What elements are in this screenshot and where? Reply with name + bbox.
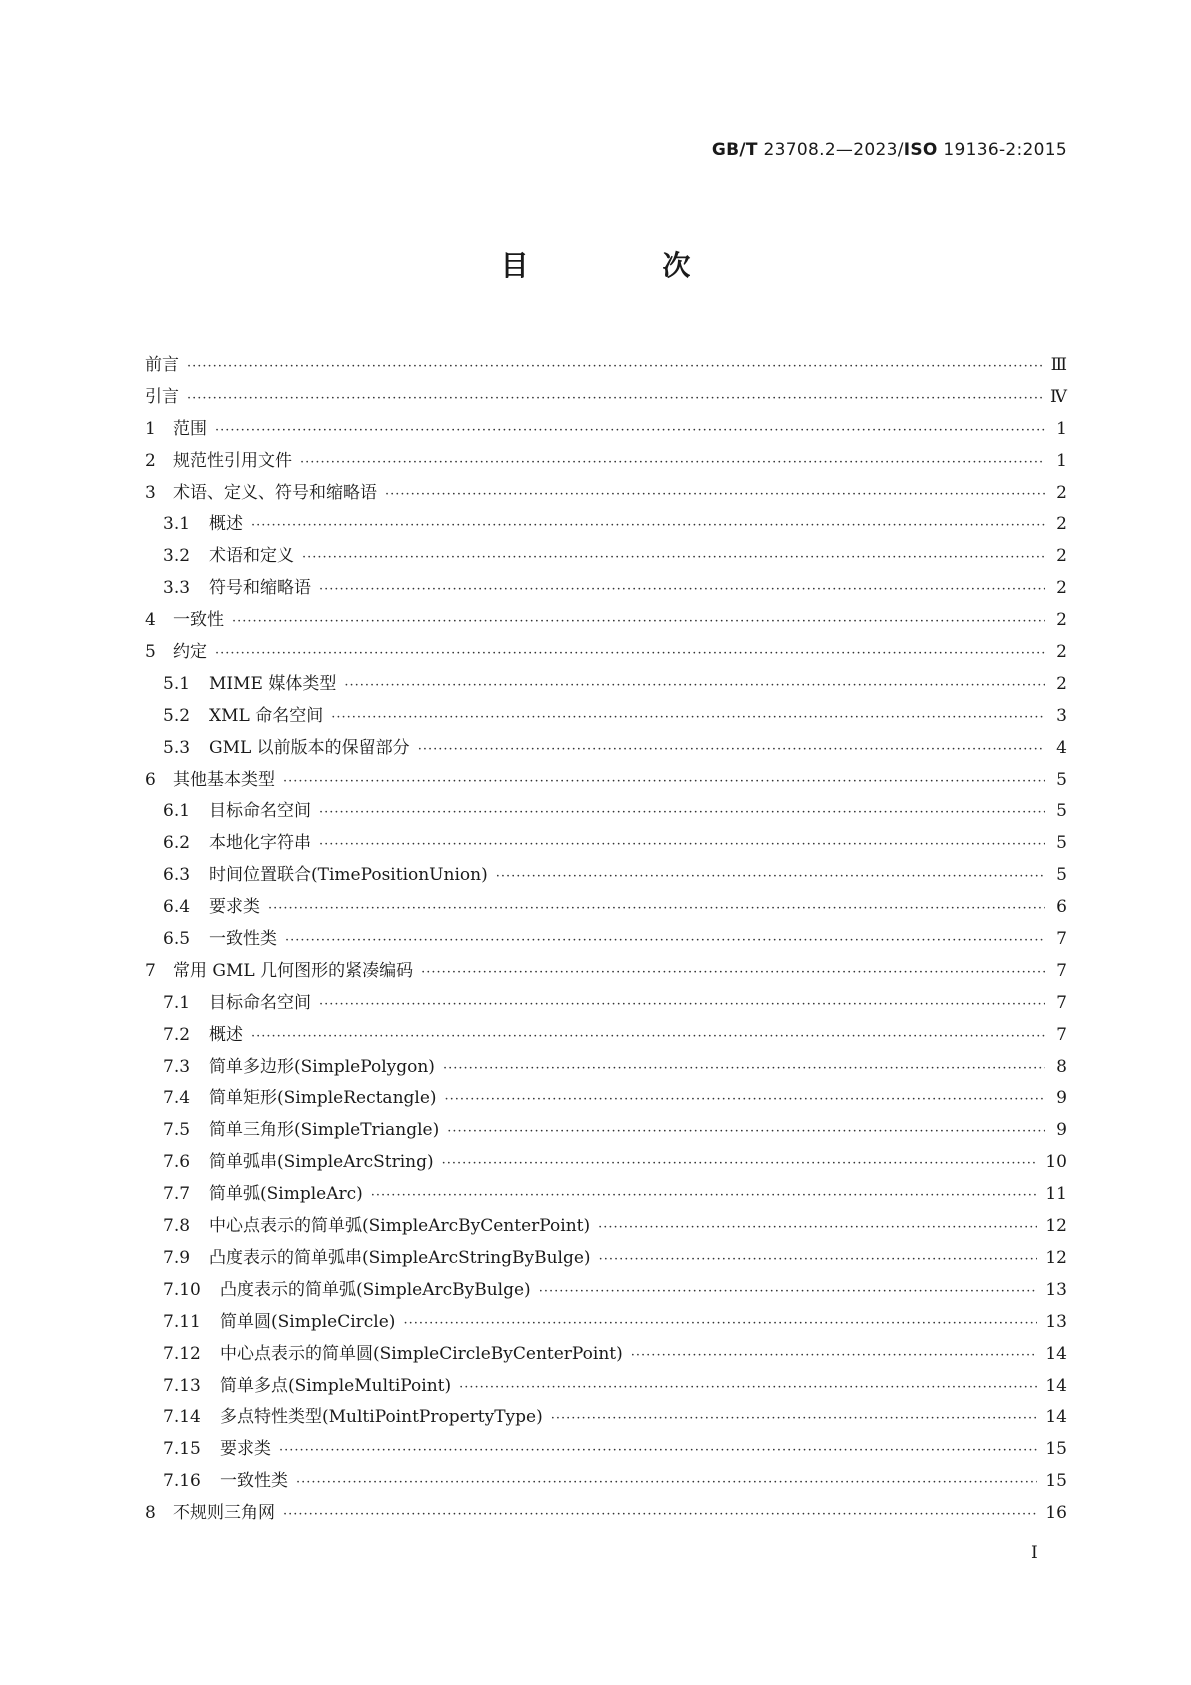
toc-entry-page: 5	[1056, 801, 1067, 822]
toc-entry-number: 7.6	[163, 1152, 191, 1173]
toc-leader-dots	[215, 415, 1045, 447]
toc-entry-page: 2	[1056, 482, 1067, 503]
standard-code-prefix: GB/T	[711, 140, 758, 160]
toc-entry-title: 常用 GML 几何图形的紧凑编码	[173, 960, 414, 981]
toc-entry-page: 14	[1045, 1375, 1067, 1396]
toc-entry[interactable]	[145, 1211, 1067, 1243]
toc-entry[interactable]	[145, 446, 1067, 478]
toc-entry-number: 5.2	[163, 705, 191, 726]
toc-entry-title: 目标命名空间	[209, 992, 311, 1013]
toc-leader-dots	[283, 1499, 1037, 1531]
toc-entry-number: 7.14	[163, 1407, 201, 1428]
toc-leader-dots	[496, 861, 1045, 893]
toc-entry-title: 术语和定义	[209, 546, 294, 567]
toc-leader-dots	[319, 797, 1045, 829]
toc-entry-page: 15	[1045, 1439, 1067, 1460]
toc-entry-page: 2	[1056, 546, 1067, 567]
toc-entry-title: 规范性引用文件	[173, 450, 292, 471]
toc-entry[interactable]	[145, 796, 1067, 828]
toc-entry-page: 12	[1045, 1216, 1067, 1237]
standard-code	[712, 140, 1067, 160]
toc-leader-dots	[232, 606, 1045, 638]
toc-entry-number: 7	[145, 960, 156, 981]
toc-entry-number: 7.5	[163, 1120, 191, 1141]
toc-entry-number: 7.7	[163, 1184, 191, 1205]
toc-entry-page: 2	[1056, 610, 1067, 631]
toc-entry[interactable]	[145, 1020, 1067, 1052]
toc-leader-dots	[344, 670, 1045, 702]
toc-entry-page: 3	[1056, 705, 1067, 726]
toc-entry-title: 凸度表示的简单弧(SimpleArcByBulge)	[220, 1279, 531, 1300]
toc-entry-number: 7.12	[163, 1343, 201, 1364]
toc-entry-page: 7	[1056, 929, 1067, 950]
toc-leader-dots	[445, 1084, 1045, 1116]
toc-entry-number: 8	[145, 1503, 156, 1524]
toc-entry-title: 本地化字符串	[209, 833, 311, 854]
toc-entry-page: Ⅲ	[1050, 355, 1067, 375]
toc-entry[interactable]	[145, 478, 1067, 510]
toc-leader-dots	[418, 734, 1045, 766]
toc-entry-page: 7	[1056, 1024, 1067, 1045]
toc-entry[interactable]	[145, 669, 1067, 701]
toc-entry-title: 多点特性类型(MultiPointPropertyType)	[220, 1407, 543, 1428]
toc-leader-dots	[283, 766, 1045, 798]
toc-entry-number: 7.13	[163, 1375, 201, 1396]
toc-entry[interactable]	[145, 733, 1067, 765]
toc-entry-title: 时间位置联合(TimePositionUnion)	[209, 865, 488, 886]
toc-leader-dots	[302, 542, 1045, 574]
toc-entry[interactable]	[145, 988, 1067, 1020]
toc-entry[interactable]	[145, 1083, 1067, 1115]
toc-entry-page: 4	[1056, 737, 1067, 758]
toc-entry-page: 14	[1045, 1343, 1067, 1364]
toc-entry[interactable]	[145, 541, 1067, 573]
toc-entry-title: MIME 媒体类型	[209, 673, 337, 694]
toc-entry-page: 2	[1056, 514, 1067, 535]
toc-entry-title: 简单多点(SimpleMultiPoint)	[220, 1375, 452, 1396]
toc-leader-dots	[421, 957, 1045, 989]
toc-entry[interactable]	[145, 1147, 1067, 1179]
toc-entry-title: 一致性	[173, 610, 224, 631]
toc-entry-page: 5	[1056, 769, 1067, 790]
toc-entry[interactable]	[145, 765, 1067, 797]
toc-entry-number: 6.5	[163, 929, 191, 950]
toc-entry-number: 6.4	[163, 897, 191, 918]
toc-entry[interactable]	[145, 1434, 1067, 1466]
toc-entry-title: 引言	[145, 386, 179, 407]
toc-entry-title: GML 以前版本的保留部分	[209, 737, 410, 758]
toc-entry[interactable]	[145, 701, 1067, 733]
toc-entry[interactable]	[145, 637, 1067, 669]
toc-entry[interactable]	[145, 1052, 1067, 1084]
toc-entry-page: 12	[1045, 1247, 1067, 1268]
toc-entry-title: 要求类	[220, 1439, 271, 1460]
toc-entry-title: 凸度表示的简单弧串(SimpleArcStringByBulge)	[209, 1247, 591, 1268]
toc-entry-title: 概述	[209, 514, 243, 535]
page-number: Ⅰ	[1031, 1543, 1038, 1563]
toc-entry-page: 11	[1045, 1184, 1067, 1205]
toc-entry-number: 3	[145, 482, 156, 503]
toc-entry-title: 简单三角形(SimpleTriangle)	[209, 1120, 440, 1141]
table-of-contents	[145, 350, 1067, 1530]
toc-entry-page: 7	[1056, 960, 1067, 981]
toc-entry-number: 3.2	[163, 546, 191, 567]
toc-entry-title: 目标命名空间	[209, 801, 311, 822]
toc-entry[interactable]	[145, 1115, 1067, 1147]
toc-entry-title: 中心点表示的简单弧(SimpleArcByCenterPoint)	[209, 1216, 591, 1237]
toc-entry[interactable]	[145, 1243, 1067, 1275]
standard-code-suffix: 19136-2:2015	[943, 140, 1067, 160]
page-title: 目 次	[500, 249, 753, 282]
toc-entry-number: 7.11	[163, 1311, 201, 1332]
toc-leader-dots	[598, 1212, 1037, 1244]
toc-entry[interactable]	[145, 1307, 1067, 1339]
toc-entry[interactable]	[145, 1466, 1067, 1498]
toc-entry[interactable]	[145, 892, 1067, 924]
toc-entry-number: 2	[145, 450, 156, 471]
toc-entry-page: 2	[1056, 673, 1067, 694]
toc-leader-dots	[631, 1340, 1038, 1372]
toc-entry-number: 6.2	[163, 833, 191, 854]
toc-leader-dots	[296, 1467, 1037, 1499]
toc-entry-page: 1	[1056, 450, 1067, 471]
toc-leader-dots	[251, 510, 1045, 542]
toc-leader-dots	[442, 1148, 1038, 1180]
toc-leader-dots	[443, 1053, 1045, 1085]
toc-entry[interactable]	[145, 382, 1067, 414]
toc-entry-number: 5.3	[163, 737, 191, 758]
toc-leader-dots	[385, 479, 1045, 511]
toc-entry-number: 6.1	[163, 801, 191, 822]
toc-entry-number: 3.3	[163, 578, 191, 599]
toc-entry-number: 6.3	[163, 865, 191, 886]
toc-leader-dots	[331, 702, 1045, 734]
toc-entry-page: 9	[1056, 1088, 1067, 1109]
toc-entry-page: 2	[1056, 578, 1067, 599]
toc-entry-number: 7.15	[163, 1439, 201, 1460]
toc-entry[interactable]	[145, 509, 1067, 541]
toc-entry-number: 7.9	[163, 1247, 191, 1268]
toc-entry-title: 简单弧(SimpleArc)	[209, 1184, 363, 1205]
toc-entry-page: Ⅳ	[1050, 386, 1067, 407]
toc-entry-title: 符号和缩略语	[209, 578, 311, 599]
toc-entry-title: 简单矩形(SimpleRectangle)	[209, 1088, 437, 1109]
toc-entry-title: XML 命名空间	[209, 705, 324, 726]
toc-entry-page: 15	[1045, 1471, 1067, 1492]
toc-entry-number: 7.3	[163, 1056, 191, 1077]
toc-entry-number: 3.1	[163, 514, 191, 535]
toc-leader-dots	[187, 351, 1043, 383]
toc-leader-dots	[279, 1435, 1037, 1467]
toc-entry-title: 一致性类	[209, 929, 277, 950]
toc-entry-number: 7.16	[163, 1471, 201, 1492]
toc-entry-number: 7.8	[163, 1216, 191, 1237]
toc-entry[interactable]	[145, 924, 1067, 956]
toc-entry-page: 8	[1056, 1056, 1067, 1077]
toc-entry[interactable]	[145, 956, 1067, 988]
toc-leader-dots	[371, 1180, 1038, 1212]
toc-entry-title: 其他基本类型	[173, 769, 275, 790]
toc-entry-title: 简单多边形(SimplePolygon)	[209, 1056, 435, 1077]
toc-leader-dots	[599, 1244, 1038, 1276]
toc-leader-dots	[285, 925, 1045, 957]
standard-code-number: 23708.2—2023/	[763, 140, 904, 160]
toc-entry-number: 7.1	[163, 992, 191, 1013]
toc-entry[interactable]	[145, 1339, 1067, 1371]
toc-entry-number: 4	[145, 610, 156, 631]
toc-leader-dots	[319, 829, 1045, 861]
toc-entry-page: 1	[1056, 418, 1067, 439]
toc-entry[interactable]	[145, 860, 1067, 892]
toc-entry-page: 14	[1045, 1407, 1067, 1428]
toc-entry-page: 13	[1045, 1279, 1067, 1300]
toc-entry[interactable]	[145, 1498, 1067, 1530]
toc-entry[interactable]	[145, 1275, 1067, 1307]
toc-entry-number: 1	[145, 418, 156, 439]
toc-entry-number: 7.2	[163, 1024, 191, 1045]
toc-leader-dots	[459, 1372, 1037, 1404]
toc-entry-number: 5.1	[163, 673, 191, 694]
toc-leader-dots	[300, 447, 1045, 479]
toc-entry-title: 简单圆(SimpleCircle)	[220, 1311, 396, 1332]
toc-entry-page: 10	[1045, 1152, 1067, 1173]
toc-leader-dots	[268, 893, 1045, 925]
toc-entry-title: 不规则三角网	[173, 1503, 275, 1524]
toc-entry-page: 6	[1056, 897, 1067, 918]
toc-entry-number: 7.4	[163, 1088, 191, 1109]
toc-leader-dots	[215, 638, 1045, 670]
toc-entry[interactable]	[145, 573, 1067, 605]
toc-leader-dots	[187, 383, 1042, 415]
toc-entry-title: 约定	[173, 642, 207, 663]
toc-entry-page: 5	[1056, 833, 1067, 854]
toc-entry-page: 5	[1056, 865, 1067, 886]
toc-entry-number: 6	[145, 769, 156, 790]
toc-entry-title: 前言	[145, 355, 179, 375]
toc-entry-title: 术语、定义、符号和缩略语	[173, 482, 377, 503]
toc-leader-dots	[551, 1403, 1038, 1435]
toc-entry-title: 中心点表示的简单圆(SimpleCircleByCenterPoint)	[220, 1343, 623, 1364]
toc-leader-dots	[319, 574, 1045, 606]
toc-entry-page: 13	[1045, 1311, 1067, 1332]
toc-entry-title: 概述	[209, 1024, 243, 1045]
toc-entry-title: 要求类	[209, 897, 260, 918]
toc-entry-page: 2	[1056, 642, 1067, 663]
toc-entry[interactable]	[145, 1402, 1067, 1434]
toc-entry-number: 7.10	[163, 1279, 201, 1300]
toc-entry-page: 7	[1056, 992, 1067, 1013]
toc-entry-page: 16	[1045, 1503, 1067, 1524]
toc-leader-dots	[251, 1021, 1045, 1053]
standard-code-iso: ISO	[903, 140, 938, 160]
toc-entry[interactable]	[145, 414, 1067, 446]
toc-entry[interactable]	[145, 605, 1067, 637]
toc-leader-dots	[539, 1276, 1038, 1308]
toc-entry[interactable]	[145, 350, 1067, 382]
toc-entry-title: 范围	[173, 418, 207, 439]
toc-leader-dots	[447, 1116, 1045, 1148]
toc-leader-dots	[319, 989, 1045, 1021]
toc-entry[interactable]	[145, 828, 1067, 860]
toc-entry-page: 9	[1056, 1120, 1067, 1141]
toc-entry-number: 5	[145, 642, 156, 663]
toc-entry-title: 一致性类	[220, 1471, 288, 1492]
toc-entry[interactable]	[145, 1179, 1067, 1211]
toc-entry[interactable]	[145, 1371, 1067, 1403]
toc-entry-title: 简单弧串(SimpleArcString)	[209, 1152, 434, 1173]
toc-leader-dots	[403, 1308, 1037, 1340]
